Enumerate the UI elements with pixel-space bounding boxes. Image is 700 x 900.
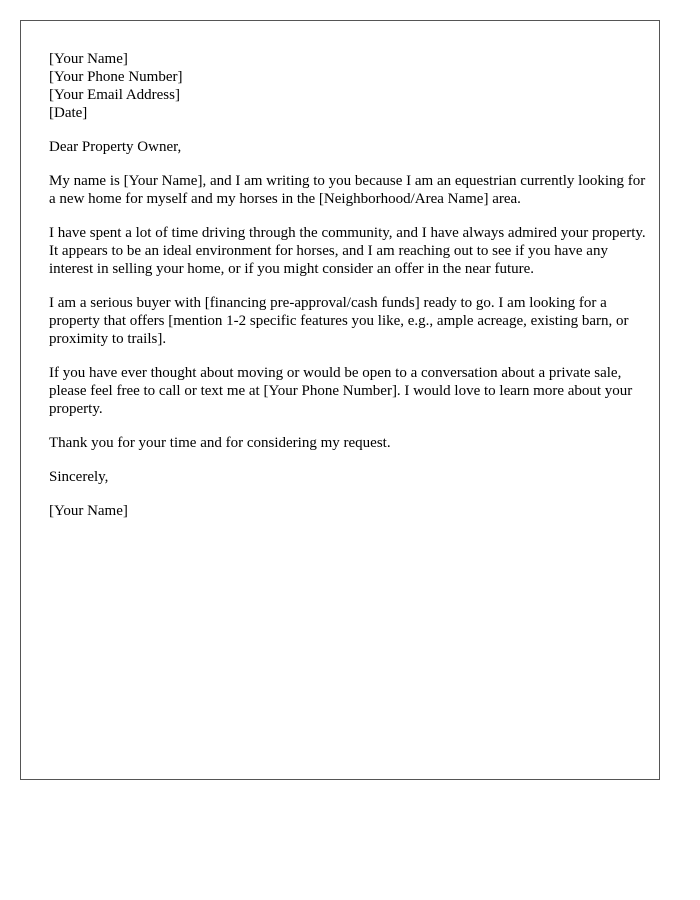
paragraph-thanks: Thank you for your time and for considering my request. <box>49 435 391 451</box>
letter-page <box>20 20 660 780</box>
paragraph-interest: I have spent a lot of time driving through the community, and I have always admired your property. It appears to be an ideal environment for horses, and I am reaching out to see if you have any interest in selling your home, or if you might consider an offer in the near future. <box>49 225 646 277</box>
letter-body <box>49 50 649 536</box>
sender-name: [Your Name] <box>49 51 128 67</box>
paragraph-introduction: My name is [Your Name], and I am writing to you because I am an equestrian currently looking for a new home for myself and my horses in the [Neighborhood/Area Name] area. <box>49 173 646 207</box>
paragraph-buyer-details: I am a serious buyer with [financing pre-approval/cash funds] ready to go. I am looking for a property that offers [mention 1-2 specific features you like, e.g., ample acreage, existing barn, or proximity to trails]. <box>49 295 629 347</box>
sender-phone: [Your Phone Number] <box>49 69 183 85</box>
letter-date: [Date] <box>49 105 88 121</box>
sender-email: [Your Email Address] <box>49 87 180 103</box>
salutation: Dear Property Owner, <box>49 139 182 155</box>
closing: Sincerely, <box>49 469 109 485</box>
signature: [Your Name] <box>49 503 128 519</box>
sender-info <box>49 50 649 122</box>
paragraph-contact: If you have ever thought about moving or would be open to a conversation about a private sale, please feel free to call or text me at [Your Phone Number]. I would love to learn more about your property. <box>49 365 633 417</box>
